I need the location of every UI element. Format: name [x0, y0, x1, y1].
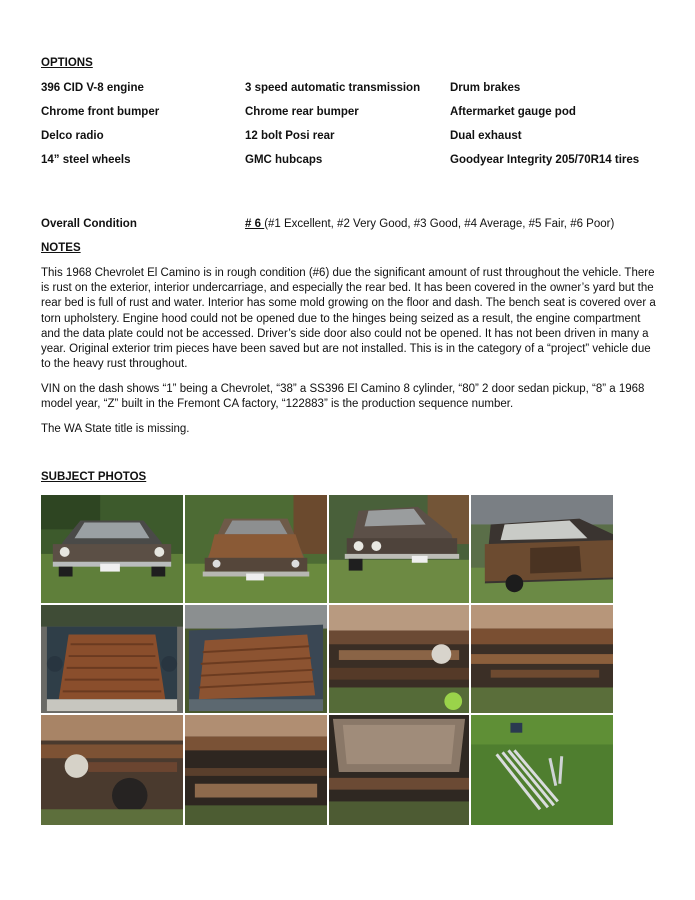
option-transmission: 3 speed automatic transmission: [245, 82, 421, 94]
condition-scale: (#1 Excellent, #2 Very Good, #3 Good, #4 Average, #5 Fair, #6 Poor): [264, 218, 615, 230]
condition-rating: # 6: [245, 218, 265, 230]
photo-rear-bed-from-tailgate: [184, 604, 328, 714]
photos-heading: SUBJECT PHOTOS: [41, 471, 147, 483]
notes-paragraph-condition: This 1968 Chevrolet El Camino is in rough condition (#6) due the significant amount of rust throughout the vehicle. There is rust on the exterior, interior undercarriage, and especially the rear bed. It has been covered in the owner’s yard but the rear bed is full of rust and water. Interior has some mold growing on the floor and dash. The bench seat is covered over a torn upholstery. Engine hood could not be opened due to the hinges being seized as a result, the engine compartment and the data plate could not be accessed. Driver’s side door also could not be opened. It has not been driven in many a year. Original exterior trim pieces have been saved but are not installed. This is in the category of a “project” vehicle due to the heavy rust throughout.: [41, 267, 656, 371]
condition-line: [245, 218, 614, 230]
option-hubcaps: GMC hubcaps: [245, 154, 323, 166]
photo-undercarriage-front: [328, 604, 470, 714]
option-front-bumper: Chrome front bumper: [41, 106, 160, 118]
photo-rear-axle: [40, 714, 184, 826]
option-radio: Delco radio: [41, 130, 104, 142]
option-gauge-pod: Aftermarket gauge pod: [450, 106, 576, 118]
option-exhaust: Dual exhaust: [450, 130, 522, 142]
photo-trim-pieces: [470, 714, 614, 826]
option-wheels: 14” steel wheels: [41, 154, 131, 166]
option-rear-bumper: Chrome rear bumper: [245, 106, 359, 118]
options-heading: OPTIONS: [41, 57, 93, 69]
photo-exhaust-underside: [184, 714, 328, 826]
photo-front-three-quarter: [328, 494, 470, 604]
notes-paragraph-title: The WA State title is missing.: [41, 423, 190, 435]
notes-heading: NOTES: [41, 242, 81, 254]
photo-rear-bed-from-cab: [40, 604, 184, 714]
option-brakes: Drum brakes: [450, 82, 521, 94]
photo-driver-side: [470, 494, 614, 604]
notes-paragraph-vin: VIN on the dash shows “1” being a Chevrolet, “38” a SS396 El Camino 8 cylinder, “80” 2 door sedan pickup, “8” a 1968 model year, “Z” built in the Fremont CA factory, “122883” is the production sequence number.: [41, 383, 645, 411]
option-rear-axle: 12 bolt Posi rear: [245, 130, 335, 142]
option-tires: Goodyear Integrity 205/70R14 tires: [450, 154, 640, 166]
photo-fuel-tank: [328, 714, 470, 826]
condition-label: Overall Condition: [41, 218, 137, 230]
photo-grid: [40, 494, 616, 828]
option-engine: 396 CID V-8 engine: [41, 82, 144, 94]
photo-front-view: [40, 494, 184, 604]
photo-rusty-hood: [184, 494, 328, 604]
photo-undercarriage-frame: [470, 604, 614, 714]
